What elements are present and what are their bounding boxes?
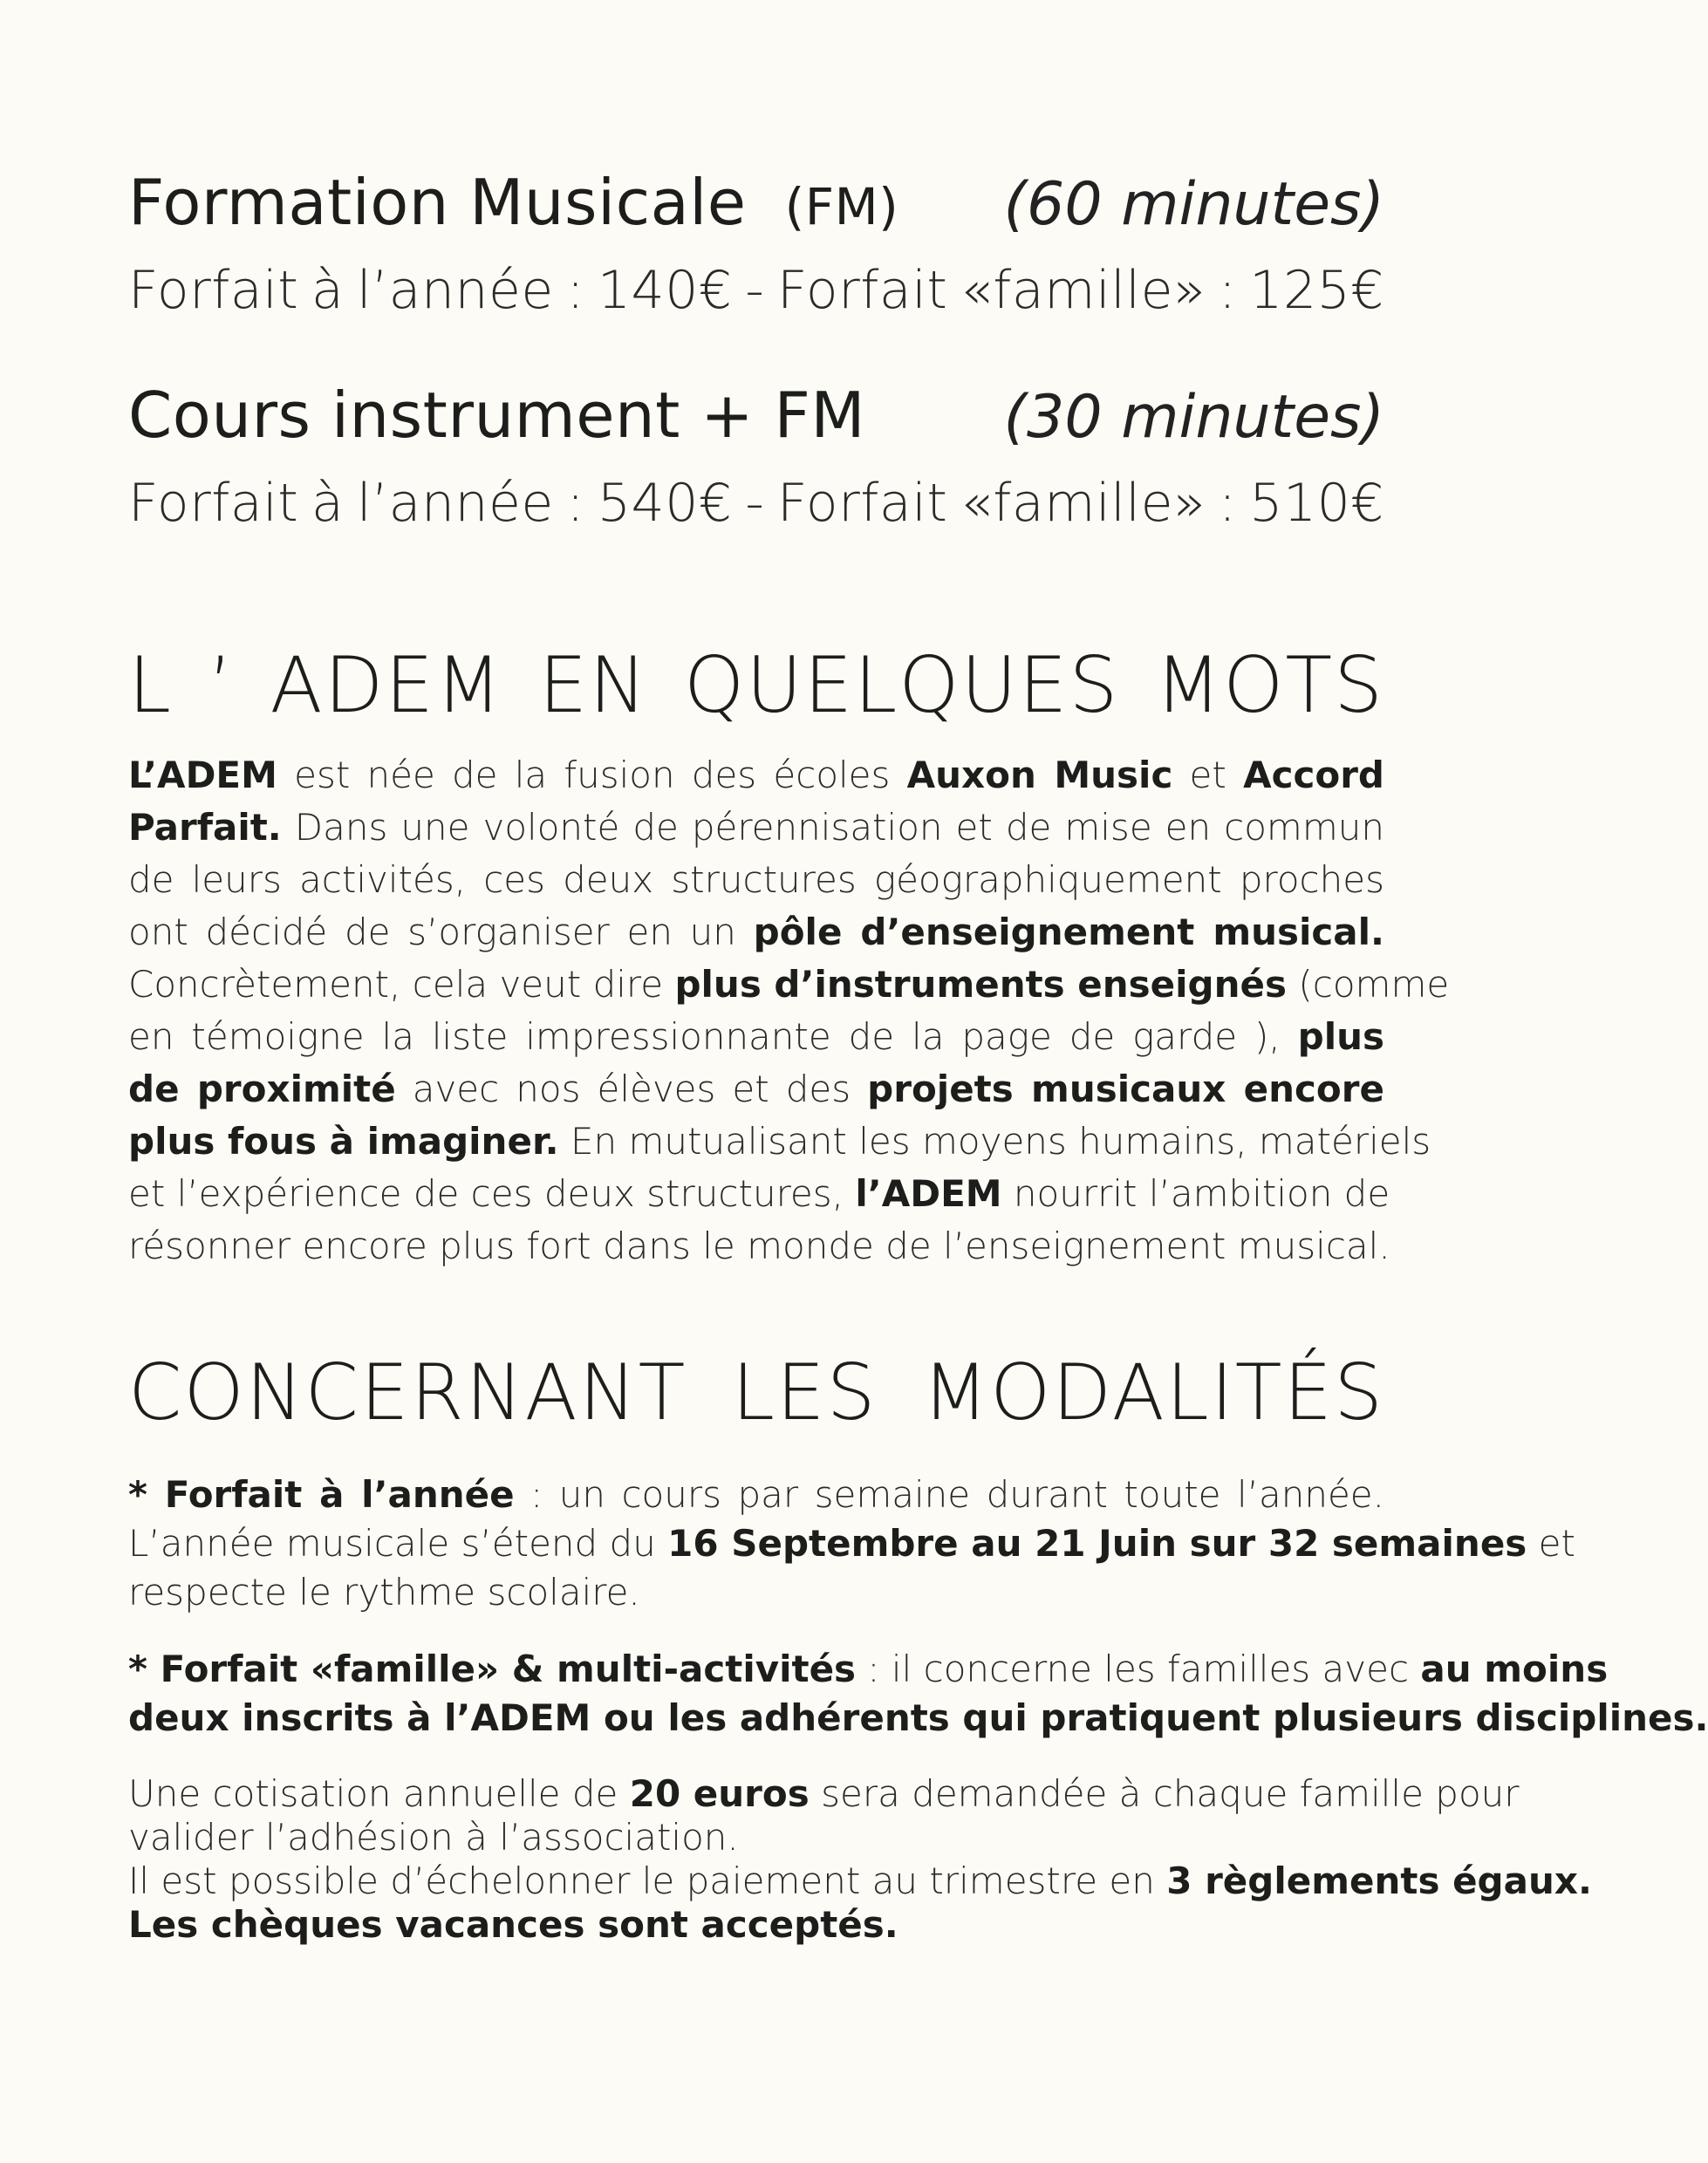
- text-run: de leurs activités, ces deux structures géographiquement proches: [128, 858, 1384, 901]
- text-line: [128, 1772, 1520, 1816]
- fm-duration: (60 minutes): [1003, 170, 1384, 239]
- pricing-block-instrument: [128, 379, 1384, 534]
- text-run: (comme: [1287, 963, 1450, 1006]
- text-run: est née de la fusion des écoles: [277, 754, 907, 796]
- price-word: Forfait: [128, 260, 299, 321]
- fm-abbr: (FM): [784, 177, 899, 236]
- text-run: respecte le rythme scolaire.: [128, 1571, 640, 1614]
- price-word: Forfait: [128, 473, 299, 534]
- price-word: à: [311, 473, 345, 534]
- bold-text: 3 règlements égaux.: [1166, 1859, 1592, 1902]
- pricing-block-fm: [128, 166, 1384, 321]
- price-word: l’année: [356, 260, 554, 321]
- text-run: Concrètement, cela veut dire: [128, 963, 675, 1006]
- price-word: :: [566, 473, 585, 534]
- text-run: et l’expérience de ces deux structures,: [128, 1172, 856, 1215]
- text-line: [128, 1470, 1384, 1519]
- instrument-duration: (30 minutes): [1003, 383, 1384, 452]
- fm-title: Formation Musicale: [128, 166, 747, 239]
- price-word: 510€: [1249, 473, 1384, 534]
- instrument-heading: [128, 379, 1384, 452]
- bold-text: l’ADEM: [855, 1172, 1002, 1215]
- bold-text: plus fous à imaginer.: [128, 1120, 559, 1163]
- text-line: [128, 1816, 1384, 1859]
- section-title-modalites: [128, 1348, 1384, 1437]
- price-word: Forfait: [777, 260, 948, 321]
- price-word: 540€: [597, 473, 733, 534]
- text-run: en témoigne la liste impressionnante de la page de garde ),: [128, 1015, 1298, 1058]
- title-word: ADEM: [270, 640, 504, 730]
- text-run: L’année musicale s’étend du: [128, 1522, 668, 1565]
- text-line: [128, 1168, 1390, 1220]
- text-run: : un cours par semaine durant toute l’année.: [514, 1473, 1384, 1516]
- title-word: MODALITÉS: [922, 1348, 1384, 1437]
- price-word: -: [745, 260, 765, 321]
- text-line: [128, 854, 1384, 906]
- text-line: [128, 1568, 1384, 1617]
- text-run: avec nos élèves et des: [395, 1068, 868, 1110]
- text-line: [128, 1859, 1592, 1903]
- bold-text: au moins: [1420, 1648, 1609, 1690]
- bold-text: 20 euros: [629, 1772, 810, 1815]
- text-line: [128, 1519, 1575, 1568]
- text-run: valider l’adhésion à l’association.: [128, 1816, 739, 1859]
- text-run: sera demandée à chaque famille pour: [809, 1772, 1520, 1815]
- document-page: [128, 166, 1708, 1947]
- fm-price-line: [128, 260, 1384, 321]
- bold-text: * Forfait à l’année: [128, 1473, 515, 1516]
- bold-text: pôle d’enseignement musical.: [753, 911, 1384, 953]
- bold-text: Accord: [1243, 754, 1384, 796]
- price-word: «famille»: [960, 473, 1206, 534]
- bold-text: Les chèques vacances sont acceptés.: [128, 1903, 898, 1946]
- bold-text: Parfait.: [128, 806, 282, 849]
- section-title-adem: [128, 640, 1384, 730]
- text-line: [128, 1694, 1708, 1743]
- bold-text: * Forfait «famille» & multi-activités: [128, 1648, 857, 1690]
- bold-text: deux inscrits à l’ADEM ou les adhérents qui pratiquent plusieurs disciplines.: [128, 1696, 1708, 1739]
- text-run: Dans une volonté de pérennisation et de mise en commun: [281, 806, 1384, 849]
- price-word: Forfait: [777, 473, 948, 534]
- price-word: à: [311, 260, 345, 321]
- text-run: et: [1172, 754, 1244, 796]
- text-run: et: [1527, 1522, 1575, 1565]
- title-word: ’: [208, 640, 235, 730]
- title-word: MOTS: [1155, 640, 1384, 730]
- bold-text: L’ADEM: [128, 754, 277, 796]
- text-run: Une cotisation annuelle de: [128, 1772, 630, 1815]
- text-line: [128, 1116, 1431, 1168]
- text-line: [128, 749, 1384, 802]
- text-line: [128, 802, 1384, 854]
- fm-heading: [128, 166, 1384, 239]
- text-line: [128, 1220, 1390, 1273]
- adem-description: [128, 749, 1450, 1273]
- modalite-forfait-annee: [128, 1470, 1575, 1617]
- text-line: [128, 1645, 1609, 1694]
- text-line: [128, 1011, 1384, 1063]
- title-word: L: [128, 640, 174, 730]
- bold-text: de proximité: [128, 1068, 396, 1110]
- text-line: [128, 959, 1450, 1011]
- text-run: ont décidé de s’organiser en un: [128, 911, 754, 953]
- price-word: 125€: [1249, 260, 1384, 321]
- bold-text: projets musicaux encore: [867, 1068, 1384, 1110]
- text-run: résonner encore plus fort dans le monde de l’enseignement musical.: [128, 1225, 1390, 1267]
- text-line: [128, 1903, 1384, 1947]
- title-word: CONCERNANT: [128, 1348, 687, 1437]
- text-run: En mutualisant les moyens humains, matériels: [558, 1120, 1431, 1163]
- price-word: :: [1218, 473, 1237, 534]
- title-word: LES: [732, 1348, 878, 1437]
- instrument-price-line: [128, 473, 1384, 534]
- price-word: 140€: [597, 260, 733, 321]
- price-word: :: [1218, 260, 1237, 321]
- instrument-title: Cours instrument + FM: [128, 379, 866, 452]
- bold-text: Auxon Music: [906, 754, 1173, 796]
- text-line: [128, 1063, 1384, 1116]
- price-word: :: [566, 260, 585, 321]
- modalite-cotisation: [128, 1772, 1592, 1947]
- price-word: «famille»: [960, 260, 1206, 321]
- text-run: Il est possible d’échelonner le paiement au trimestre en: [128, 1859, 1167, 1902]
- price-word: l’année: [356, 473, 554, 534]
- text-line: [128, 906, 1384, 959]
- bold-text: plus: [1297, 1015, 1384, 1058]
- title-word: QUELQUES: [683, 640, 1120, 730]
- text-run: nourrit l’ambition de: [1001, 1172, 1390, 1215]
- modalite-forfait-famille: [128, 1645, 1708, 1743]
- price-word: -: [745, 473, 765, 534]
- title-word: EN: [538, 640, 649, 730]
- bold-text: plus d’instruments enseignés: [674, 963, 1288, 1006]
- text-run: : il concerne les familles avec: [856, 1648, 1421, 1690]
- bold-text: 16 Septembre au 21 Juin sur 32 semaines: [667, 1522, 1527, 1565]
